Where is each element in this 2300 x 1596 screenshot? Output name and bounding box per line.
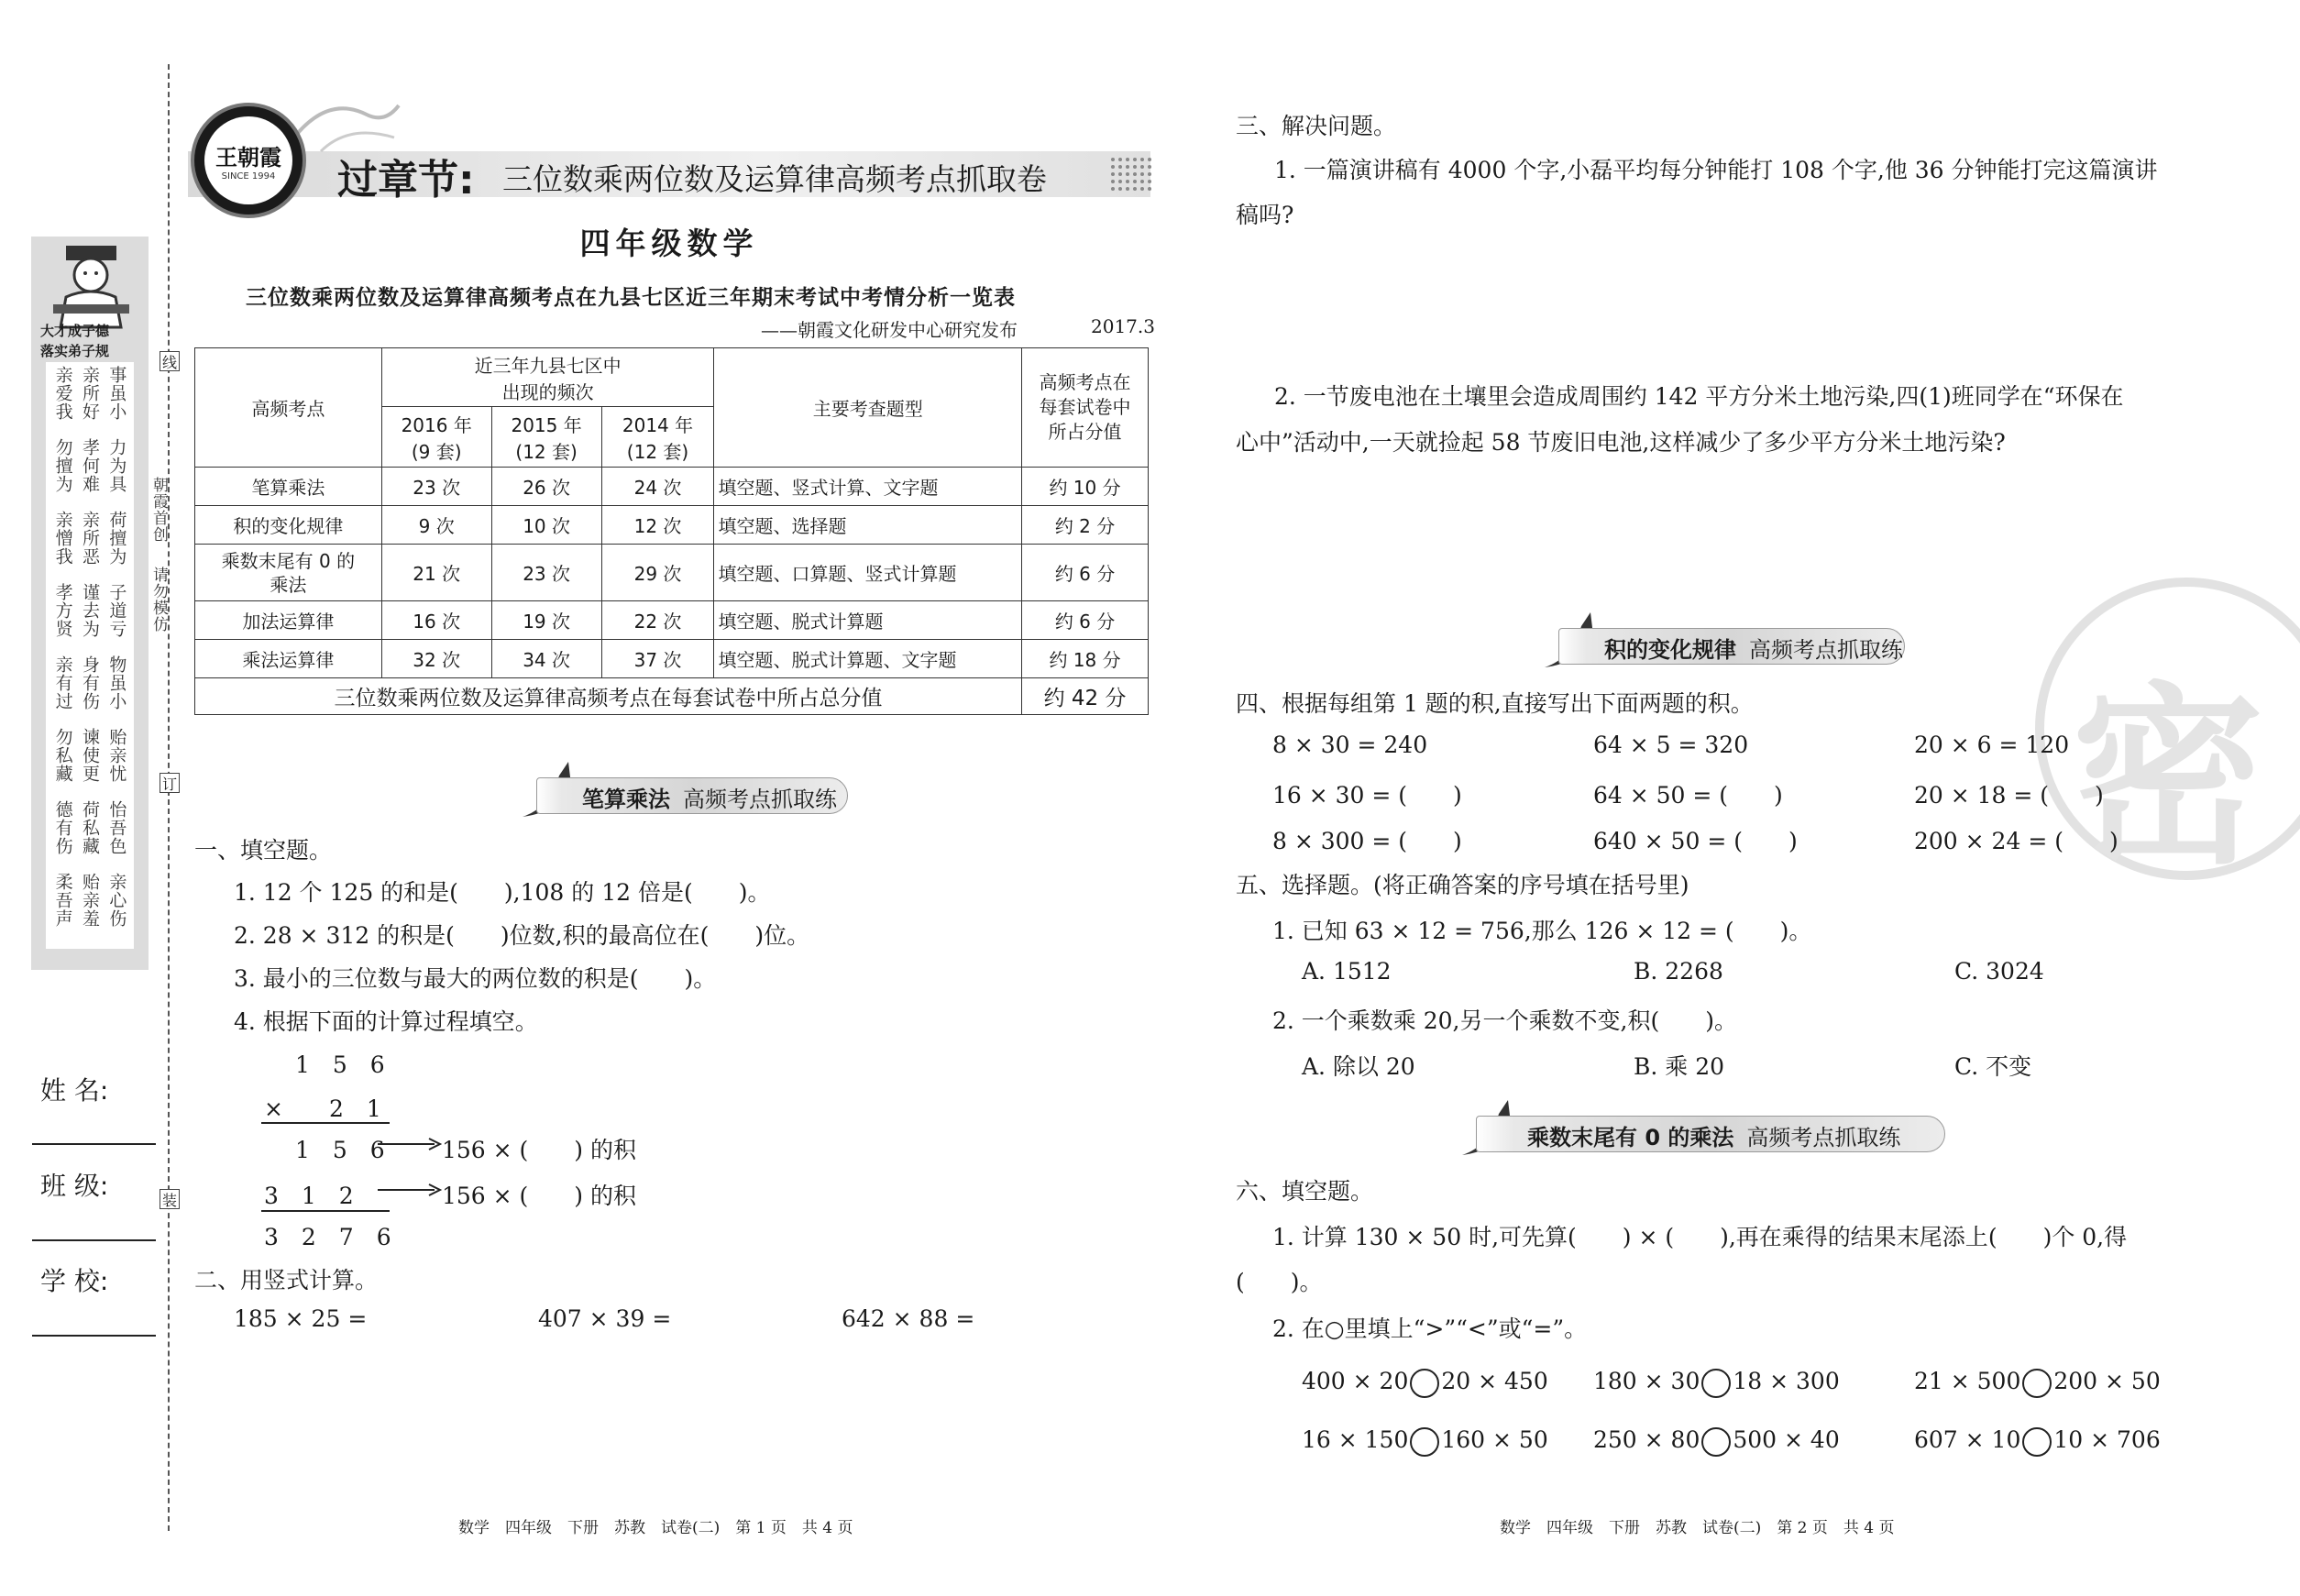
table-row [195,468,1149,506]
table-title: 三位数乘两位数及运算律高频考点在九县七区近三年期末考试中考情分析一览表 [246,286,1016,310]
calc-line-2: × 2 1 [264,1095,381,1122]
cell-freq: 10 次 [491,506,601,545]
cell-score: 约 6 分 [1022,545,1149,601]
watermark-icon: 密 [2072,666,2265,890]
cell-type: 填空题、竖式计算、文字题 [714,468,1022,506]
motto-column: 贻亲忧 [106,728,127,783]
cell-freq: 29 次 [601,545,714,601]
q5-2-option-a[interactable]: A. 除以 20 [1302,1053,1415,1080]
compare-circle-icon[interactable] [1410,1369,1439,1398]
q4-cell[interactable]: 20 × 18 = ( ) [1914,782,2104,809]
cell-freq: 16 次 [381,601,491,640]
calc-rule-1 [261,1122,390,1124]
motto-column: 德有伤 [52,800,73,855]
banner-normal-text: 高频考点抓取练 [1746,1125,1901,1150]
cell-freq: 9 次 [381,506,491,545]
q5-1-option-c[interactable]: C. 3024 [1954,958,2044,985]
motto-column: 荷擅为 [106,511,127,566]
table-source: ——朝霞文化研发中心研究发布 [761,319,1018,341]
cell-freq: 23 次 [491,545,601,601]
motto-column: 勿私藏 [52,728,73,783]
compare-circle-icon[interactable] [1410,1427,1439,1457]
cell-freq: 26 次 [491,468,601,506]
q1-title: 一、填空题。 [194,837,333,864]
cell-topic: 加法运算律 [195,601,382,640]
q4-cell: 8 × 30 = 240 [1272,732,1428,758]
q6-2: 2. 在○里填上“>”“<”或“=”。 [1272,1315,1588,1342]
motto-column: 亲有过 [52,655,73,710]
q5-1: 1. 已知 63 × 12 = 756,那么 126 × 12 = ( )。 [1272,918,1812,944]
slogan-line-2: 落实弟子规 [40,343,110,359]
q1-item-4: 4. 根据下面的计算过程填空。 [234,1008,538,1035]
slogan-line-1: 大才成子德 [40,323,110,339]
calc-fill-2[interactable]: 156 × ( ) 的积 [442,1183,637,1209]
cell-topic: 笔算乘法 [195,468,382,506]
binding-seal-mid: 订 [160,773,180,793]
motto-column: 谨去为 [79,583,100,638]
compare-item[interactable]: 250 × 80 500 × 40 [1593,1426,1840,1457]
q5-2-option-c[interactable]: C. 不变 [1954,1053,2032,1080]
q4-cell[interactable]: 640 × 50 = ( ) [1593,828,1798,854]
q3-1-line-2: 稿吗? [1236,202,1294,228]
compare-item[interactable]: 16 × 150 160 × 50 [1302,1426,1548,1457]
motto-column: 亲所好 [79,366,100,421]
compare-item[interactable]: 21 × 500 200 × 50 [1914,1368,2161,1398]
footer-right: 数学 四年级 下册 苏教 试卷(二) 第 2 页 共 4 页 [1500,1519,1895,1537]
banner-bold-text: 积的变化规律 [1604,637,1736,663]
class-label: 班 级: [40,1171,109,1201]
table-total-row [195,678,1149,715]
motto-column: 谏使更 [79,728,100,783]
q3-2-line-2: 心中”活动中,一天就捡起 58 节废旧电池,这样减少了多少平方分米土地污染? [1236,429,2006,456]
cell-score: 约 2 分 [1022,506,1149,545]
motto-column: 子道亏 [106,583,127,638]
table-row [195,601,1149,640]
table-row [195,506,1149,545]
cell-freq: 21 次 [381,545,491,601]
class-line[interactable] [32,1239,156,1241]
q1-item-1: 1. 12 个 125 的和是( ),108 的 12 倍是( )。 [234,879,771,906]
table-date: 2017.3 [1091,315,1155,337]
motto-column: 亲所恶 [79,511,100,566]
title-sub: 三位数乘两位数及运算律高频考点抓取卷 [502,161,1047,197]
banner-normal-text: 高频考点抓取练 [1749,637,1903,663]
header-question-type: 主要考查题型 [714,348,1022,468]
q1-item-3: 3. 最小的三位数与最大的两位数的积是( )。 [234,965,717,992]
motto-column: 物虽小 [106,655,127,710]
arrow-icon [378,1137,442,1151]
stats-table [194,347,1149,715]
total-label: 三位数乘两位数及运算律高频考点在每套试卷中所占总分值 [195,678,1022,715]
header-year-2014: 2014 年 (12 套) [601,407,714,468]
cell-type: 填空题、口算题、竖式计算题 [714,545,1022,601]
cell-topic: 乘法运算律 [195,640,382,678]
motto-column: 勿擅为 [52,438,73,493]
cell-freq: 19 次 [491,601,601,640]
motto-column: 贻亲羞 [79,873,100,928]
cell-score: 约 18 分 [1022,640,1149,678]
banner-pattern-icon [1109,156,1155,194]
cell-topic: 积的变化规律 [195,506,382,545]
motto-column: 身有伤 [79,655,100,710]
cell-freq: 34 次 [491,640,601,678]
q5-1-option-a[interactable]: A. 1512 [1302,958,1392,985]
calc-line-1: 1 5 6 [295,1051,385,1078]
total-value: 约 42 分 [1022,678,1149,715]
header-year-2016: 2016 年 (9 套) [381,407,491,468]
q4-cell: 64 × 5 = 320 [1593,732,1749,758]
motto-column: 力为具 [106,438,127,493]
subject-title: 四年级数学 [579,226,759,261]
q2-item-2[interactable]: 407 × 39 = [538,1305,672,1332]
q4-cell[interactable]: 200 × 24 = ( ) [1914,828,2118,854]
motto-text-box [46,362,134,949]
calc-line-5: 3 2 7 6 [264,1224,391,1250]
cell-freq: 37 次 [601,640,714,678]
motto-column: 柔吾声 [52,873,73,928]
motto-column: 怡吾色 [106,800,127,855]
stamp-text-original: 朝霞首创 [149,477,168,543]
section-banner-product-rule [1558,628,1905,665]
q6-1-line-1: 1. 计算 130 × 50 时,可先算( ) × ( ),再在乘得的结果末尾添上( )个 0,得 [1272,1224,2128,1250]
q6-1-line-2[interactable]: ( )。 [1236,1269,1323,1295]
motto-column: 孝何难 [79,438,100,493]
banner-normal-text: 高频考点抓取练 [683,787,837,812]
cell-freq: 32 次 [381,640,491,678]
calc-rule-2 [261,1210,390,1212]
q3-1-line-1: 1. 一篇演讲稿有 4000 个字,小磊平均每分钟能打 108 个字,他 36 分钟能打完这篇演讲 [1274,157,2158,183]
q5-1-option-b[interactable]: B. 2268 [1634,958,1723,985]
q4-cell[interactable]: 8 × 300 = ( ) [1272,828,1462,854]
cell-freq: 23 次 [381,468,491,506]
table-row [195,545,1149,601]
cell-type: 填空题、选择题 [714,506,1022,545]
school-label: 学 校: [40,1266,109,1296]
compare-item[interactable]: 180 × 30 18 × 300 [1593,1368,1840,1398]
binding-dashed-line [168,64,170,1531]
q2-item-3[interactable]: 642 × 88 = [842,1305,975,1332]
q5-title: 五、选择题。(将正确答案的序号填在括号里) [1236,872,1689,898]
cell-freq: 12 次 [601,506,714,545]
q2-item-1[interactable]: 185 × 25 = [234,1305,368,1332]
q5-2: 2. 一个乘数乘 20,另一个乘数不变,积( )。 [1272,1007,1737,1034]
binding-seal-bottom: 装 [160,1189,180,1209]
q5-2-option-b[interactable]: B. 乘 20 [1634,1053,1725,1080]
motto-column: 事虽小 [106,366,127,421]
calc-fill-1[interactable]: 156 × ( ) 的积 [442,1137,637,1163]
name-line[interactable] [32,1143,156,1145]
banner-bold-text: 笔算乘法 [582,787,670,812]
q4-cell[interactable]: 16 × 30 = ( ) [1272,782,1462,809]
motto-column: 亲爱我 [52,366,73,421]
name-label: 姓 名: [40,1075,109,1106]
title-main: 过章节: [337,157,475,204]
header-topic: 高频考点 [195,348,382,468]
compare-item[interactable]: 400 × 20 20 × 450 [1302,1368,1548,1398]
cell-type: 填空题、脱式计算题 [714,601,1022,640]
brand-logo [191,103,306,218]
calc-line-3: 1 5 6 [295,1137,385,1163]
q6-title: 六、填空题。 [1236,1178,1374,1205]
footer-left: 数学 四年级 下册 苏教 试卷(二) 第 1 页 共 4 页 [458,1519,853,1537]
q4-title: 四、根据每组第 1 题的积,直接写出下面两题的积。 [1236,690,1754,717]
compare-circle-icon[interactable] [2022,1427,2052,1457]
banner-bold-text: 乘数末尾有 0 的乘法 [1527,1125,1734,1150]
arrow-icon [378,1183,442,1197]
header-year-2015: 2015 年 (12 套) [491,407,601,468]
q3-title: 三、解决问题。 [1236,113,1397,139]
q4-cell: 20 × 6 = 120 [1914,732,2070,758]
cell-freq: 24 次 [601,468,714,506]
section-banner-trailing-zero [1476,1116,1945,1152]
motto-column: 荷私藏 [79,800,100,855]
header-frequency: 近三年九县七区中 出现的频次 [381,348,714,407]
logo-text: 王朝霞 [215,144,281,171]
logo-sub: SINCE 1994 [221,171,276,182]
q3-2-line-1: 2. 一节废电池在土壤里会造成周围约 142 平方分米土地污染,四(1)班同学在“环保在 [1274,383,2124,410]
q2-title: 二、用竖式计算。 [194,1267,379,1293]
cell-score: 约 6 分 [1022,601,1149,640]
compare-circle-icon[interactable] [2022,1369,2052,1398]
cell-topic: 乘数末尾有 0 的 乘法 [195,545,382,601]
compare-circle-icon[interactable] [1701,1369,1731,1398]
q4-cell[interactable]: 64 × 50 = ( ) [1593,782,1783,809]
cell-score: 约 10 分 [1022,468,1149,506]
section-banner-written-multiplication [536,777,848,814]
cell-freq: 22 次 [601,601,714,640]
calc-line-4: 3 1 2 [264,1183,354,1209]
header-score: 高频考点在 每套试卷中 所占分值 [1022,348,1149,468]
motto-column: 孝方贤 [52,583,73,638]
stamp-text-no-copy: 请勿模仿 [149,567,168,633]
motto-column: 亲憎我 [52,511,73,566]
school-line[interactable] [32,1335,156,1337]
compare-item[interactable]: 607 × 10 10 × 706 [1914,1426,2161,1457]
table-row [195,640,1149,678]
cell-type: 填空题、脱式计算题、文字题 [714,640,1022,678]
motto-column: 亲心伤 [106,873,127,928]
compare-circle-icon[interactable] [1701,1427,1731,1457]
binding-seal-top: 线 [160,351,180,371]
q1-item-2: 2. 28 × 312 的积是( )位数,积的最高位在( )位。 [234,922,810,949]
